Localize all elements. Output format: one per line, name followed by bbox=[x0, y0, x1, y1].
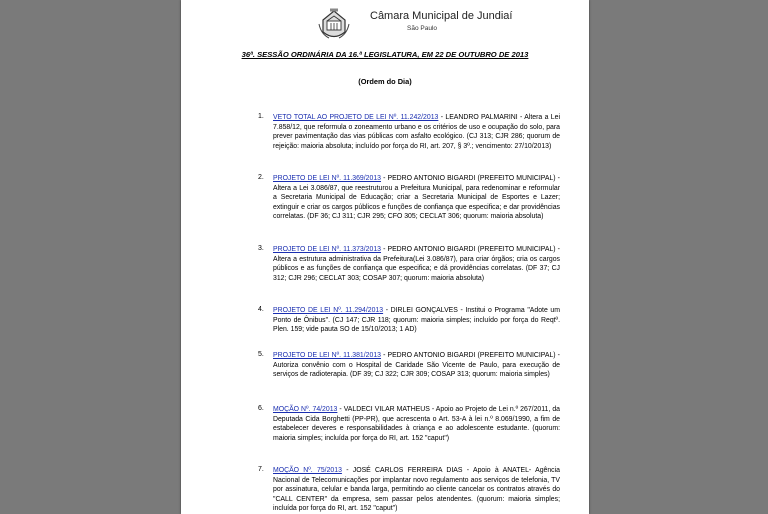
item-body bbox=[273, 405, 560, 443]
item-number: 1. bbox=[258, 113, 264, 120]
item-body bbox=[273, 245, 560, 283]
item-number: 3. bbox=[258, 245, 264, 252]
institution-location: São Paulo bbox=[407, 25, 437, 32]
item-link[interactable]: PROJETO DE LEI Nº. 11.373/2013 bbox=[273, 246, 381, 253]
item-text: - JOSÉ CARLOS FERREIRA DIAS - Apoio à ANATEL- Agência Nacional de Telecomunicações por implantar novo regulamento aos serviços de telefonia, TV por assinatura, celular e banda larga, permitindo ao cliente cancelar os contratos através do "CALL CENTER" da empresa, sem passar pelos atendentes. (quorum: maioria simples; incluída por força do RI, art. 152 "caput") bbox=[273, 467, 560, 513]
item-text: - VALDECI VILAR MATHEUS - Apoio ao Projeto de Lei n.º 267/2011, da Deputada Cida Borghetti (PP-PR), que acrescenta o Art. 53-A à lei n.º 8.069/1990, a fim de estabelecer deveres e responsabilidades à criança e ao adolescente estudante. (quorum: maioria simples; incluída por força do RI, art. 152 "caput") bbox=[273, 406, 560, 442]
item-link[interactable]: PROJETO DE LEI Nº. 11.369/2013 bbox=[273, 175, 381, 182]
document-page bbox=[181, 0, 589, 514]
item-number: 4. bbox=[258, 306, 264, 313]
institution-name: Câmara Municipal de Jundiaí bbox=[370, 10, 513, 22]
item-body bbox=[273, 174, 560, 222]
order-of-day-title: (Ordem do Dia) bbox=[358, 77, 412, 86]
item-body bbox=[273, 351, 560, 380]
item-text: - PEDRO ANTONIO BIGARDI (PREFEITO MUNICIPAL) - Autoriza convênio com o Hospital de Caridade São Vicente de Paulo, para execução de serviços de radioterapia. (DF 39; CJ 322; CJR 309; COSAP 313; quorum: maioria simples) bbox=[273, 352, 560, 379]
item-body bbox=[273, 113, 560, 151]
item-number: 7. bbox=[258, 466, 264, 473]
item-text: - DIRLEI GONÇALVES - Institui o Programa "Adote um Ponto de Ônibus". (CJ 147; CJR 118; quorum: maioria simples; incluído por força do Reqtº. Plen. 159; vide pauta SO de 15/10/2013; 1 AD) bbox=[273, 307, 560, 334]
item-link[interactable]: PROJETO DE LEI Nº. 11.294/2013 bbox=[273, 307, 384, 314]
item-number: 2. bbox=[258, 174, 264, 181]
item-text: - PEDRO ANTONIO BIGARDI (PREFEITO MUNICIPAL) - Altera a Lei 3.086/87, que reestruturou a Prefeitura Municipal, para redenominar e reformular a Secretaria Municipal de Educação; criar a Secretaria Municipal de Esportes e Lazer; extinguir e criar os cargos públicos e funções de confiança que especifica; e dar providências correlatas. (DF 36; CJ 311; CJR 295; CFO 305; CECLAT 306; quorum: maioria absoluta) bbox=[273, 175, 560, 221]
item-link[interactable]: MOÇÃO Nº. 75/2013 bbox=[273, 467, 342, 474]
item-link[interactable]: PROJETO DE LEI Nº. 11.381/2013 bbox=[273, 352, 381, 359]
item-body bbox=[273, 466, 560, 514]
item-link[interactable]: VETO TOTAL AO PROJETO DE LEI Nº. 11.242/2013 bbox=[273, 114, 439, 121]
item-number: 6. bbox=[258, 405, 264, 412]
item-number: 5. bbox=[258, 351, 264, 358]
item-text: - LEANDRO PALMARINI - Altera a Lei 7.858/12, que reformula o zoneamento urbano e os critérios de uso e ocupação do solo, para prever pavimentação das vias públicas com asfalto ecológico. (CJ 313; CJR 286; quorum de rejeição: maioria absoluta; incluído por força do RI, art. 207, § 3º.; vencimento: 27/10/2013) bbox=[273, 114, 560, 150]
item-text: - PEDRO ANTONIO BIGARDI (PREFEITO MUNICIPAL) - Altera a estrutura administrativa da Prefeitura(Lei 3.086/87), para criar órgãos; cria os cargos públicos e as funções de confiança que especifica; e dá providências correlatas. (DF 37; CJ 312; CJR 296; CECLAT 303; COSAP 307; quorum: maioria absoluta) bbox=[273, 246, 560, 282]
municipal-crest-icon bbox=[317, 8, 351, 42]
letterhead bbox=[181, 6, 589, 46]
session-title: 36ª. SESSÃO ORDINÁRIA DA 16.ª LEGISLATURA, EM 22 DE OUTUBRO DE 2013 bbox=[241, 50, 529, 59]
item-link[interactable]: MOÇÃO Nº. 74/2013 bbox=[273, 406, 338, 413]
item-body bbox=[273, 306, 560, 335]
